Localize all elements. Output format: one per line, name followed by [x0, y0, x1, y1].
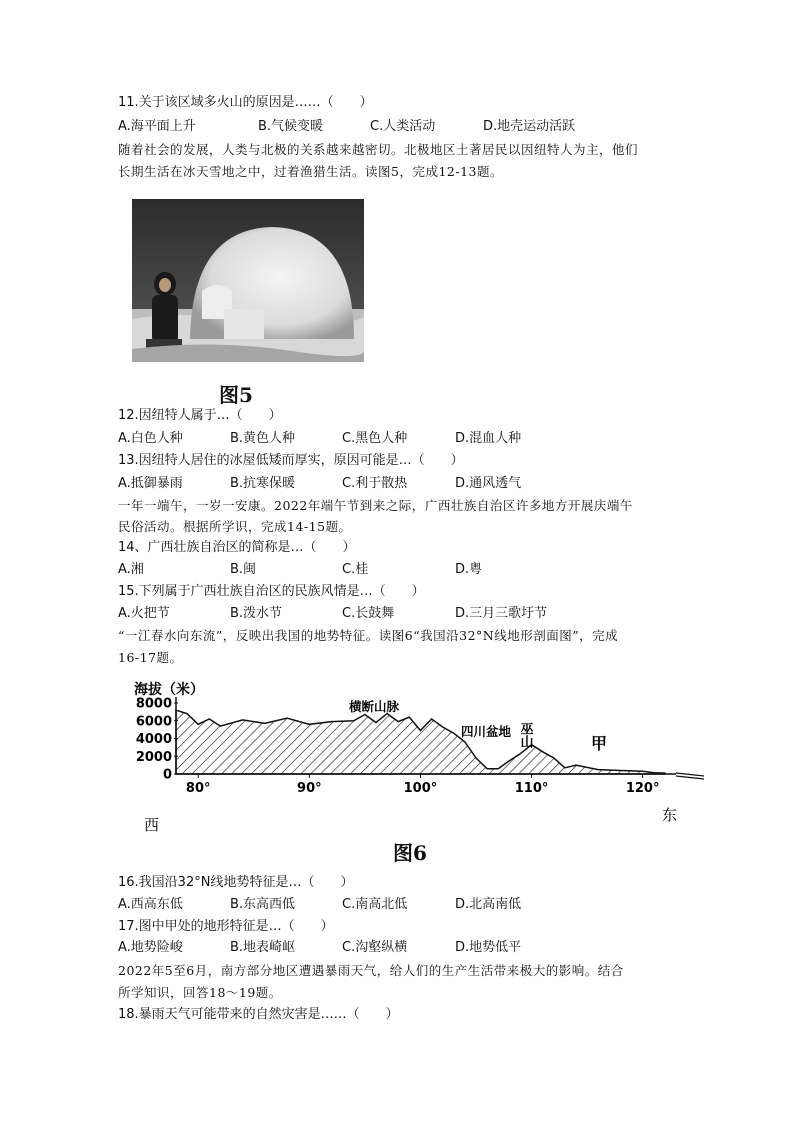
- x-tick-label: 100°: [403, 781, 438, 796]
- q16-option-c: C.南高北低: [342, 897, 408, 912]
- figure-5-caption: 图5: [219, 383, 253, 407]
- x-tick-label: 110°: [514, 781, 549, 796]
- q16-option-b: B.东高西低: [230, 897, 296, 912]
- x-tick-label: 80°: [185, 781, 211, 796]
- y-tick-label: 2000: [135, 749, 172, 765]
- coast-line: [676, 773, 704, 776]
- label-wushan: 巫山: [517, 722, 533, 748]
- q12-option-d: D.混血人种: [455, 431, 522, 446]
- igloo-photo: [132, 199, 364, 362]
- q17-option-d: D.地势低平: [455, 940, 522, 955]
- intro-14-15-line2: 民俗活动。根据所学识，完成14-15题。: [118, 519, 352, 534]
- q12-stem: 12.因纽特人属于…（ ）: [118, 408, 282, 423]
- q14-option-b: B.闽: [230, 562, 257, 577]
- terrain-profile-chart: [130, 677, 704, 837]
- q11-option-d: D.地壳运动活跃: [483, 119, 576, 134]
- y-tick-label: 0: [162, 767, 172, 783]
- intro-12-13-line2: 长期生活在冰天雪地之中，过着渔猎生活。读图5，完成12-13题。: [118, 164, 503, 179]
- label-east: 东: [662, 806, 678, 824]
- intro-14-15-line1: 一年一端午，一岁一安康。2022年端午节到来之际，广西壮族自治区许多地方开展庆端午: [118, 498, 633, 513]
- figure-6-caption: 图6: [393, 841, 427, 865]
- q16-option-d: D.北高南低: [455, 897, 522, 912]
- label-sichuan-basin: 四川盆地: [461, 724, 512, 739]
- q16-stem: 16.我国沿32°N线地势特征是…（ ）: [118, 875, 354, 890]
- q14-option-c: C.桂: [342, 562, 369, 577]
- intro-16-17-line1: “一江春水向东流”，反映出我国的地势特征。读图6“我国沿32°N线地形剖面图”，完成: [118, 628, 619, 643]
- intro-16-17-line2: 16-17题。: [118, 650, 183, 665]
- q13-stem: 13.因纽特人居住的冰屋低矮而厚实，原因可能是…（ ）: [118, 453, 464, 468]
- label-jia: 甲: [591, 734, 608, 753]
- q11-option-c: C.人类活动: [370, 119, 436, 134]
- q12-option-c: C.黑色人种: [342, 431, 408, 446]
- q11-option-b: B.气候变暖: [258, 119, 324, 134]
- q13-option-b: B.抗寒保暖: [230, 476, 296, 491]
- q12-option-b: B.黄色人种: [230, 431, 296, 446]
- q17-stem: 17.图中甲处的地形特征是…（ ）: [118, 919, 334, 934]
- intro-12-13-line1: 随着社会的发展，人类与北极的关系越来越密切。北极地区土著居民以因纽特人为主，他们: [118, 142, 639, 157]
- q15-option-c: C.长鼓舞: [342, 606, 395, 621]
- q17-option-a: A.地势险峻: [118, 940, 183, 955]
- q13-option-d: D.通风透气: [455, 476, 522, 491]
- q17-option-b: B.地表崎岖: [230, 940, 296, 955]
- y-tick-label: 6000: [135, 714, 172, 730]
- q15-option-a: A.火把节: [118, 606, 170, 621]
- q12-option-a: A.白色人种: [118, 431, 183, 446]
- q17-option-c: C.沟壑纵横: [342, 940, 408, 955]
- q15-option-d: D.三月三歌圩节: [455, 606, 548, 621]
- q14-option-d: D.粤: [455, 562, 483, 577]
- x-tick-label: 120°: [625, 781, 660, 796]
- q18-stem: 18.暴雨天气可能带来的自然灾害是……（ ）: [118, 1007, 399, 1022]
- y-axis-title: 海拔（米）: [134, 682, 204, 698]
- q13-option-a: A.抵御暴雨: [118, 476, 183, 491]
- y-tick-label: 4000: [135, 732, 172, 747]
- intro-18-19-line1: 2022年5至6月，南方部分地区遭遇暴雨天气，给人们的生产生活带来极大的影响。结合: [118, 963, 624, 978]
- label-hengduan-mountains: 横断山脉: [349, 699, 400, 714]
- q11-stem: 11.关于该区域多火山的原因是……（ ）: [118, 95, 373, 110]
- q16-option-a: A.西高东低: [118, 897, 183, 912]
- q14-stem: 14、广西壮族自治区的简称是…（ ）: [118, 540, 356, 555]
- intro-18-19-line2: 所学知识，回答18～19题。: [118, 985, 282, 1000]
- q14-option-a: A.湘: [118, 562, 144, 577]
- q11-option-a: A.海平面上升: [118, 119, 196, 134]
- q15-option-b: B.泼水节: [230, 606, 283, 621]
- q13-option-c: C.利于散热: [342, 476, 408, 491]
- coast-line-lower: [676, 776, 704, 779]
- y-tick-label: 8000: [135, 696, 172, 712]
- label-west: 西: [144, 816, 160, 834]
- q15-stem: 15.下列属于广西壮族自治区的民族风情是…（ ）: [118, 584, 425, 599]
- x-tick-label: 90°: [297, 781, 322, 796]
